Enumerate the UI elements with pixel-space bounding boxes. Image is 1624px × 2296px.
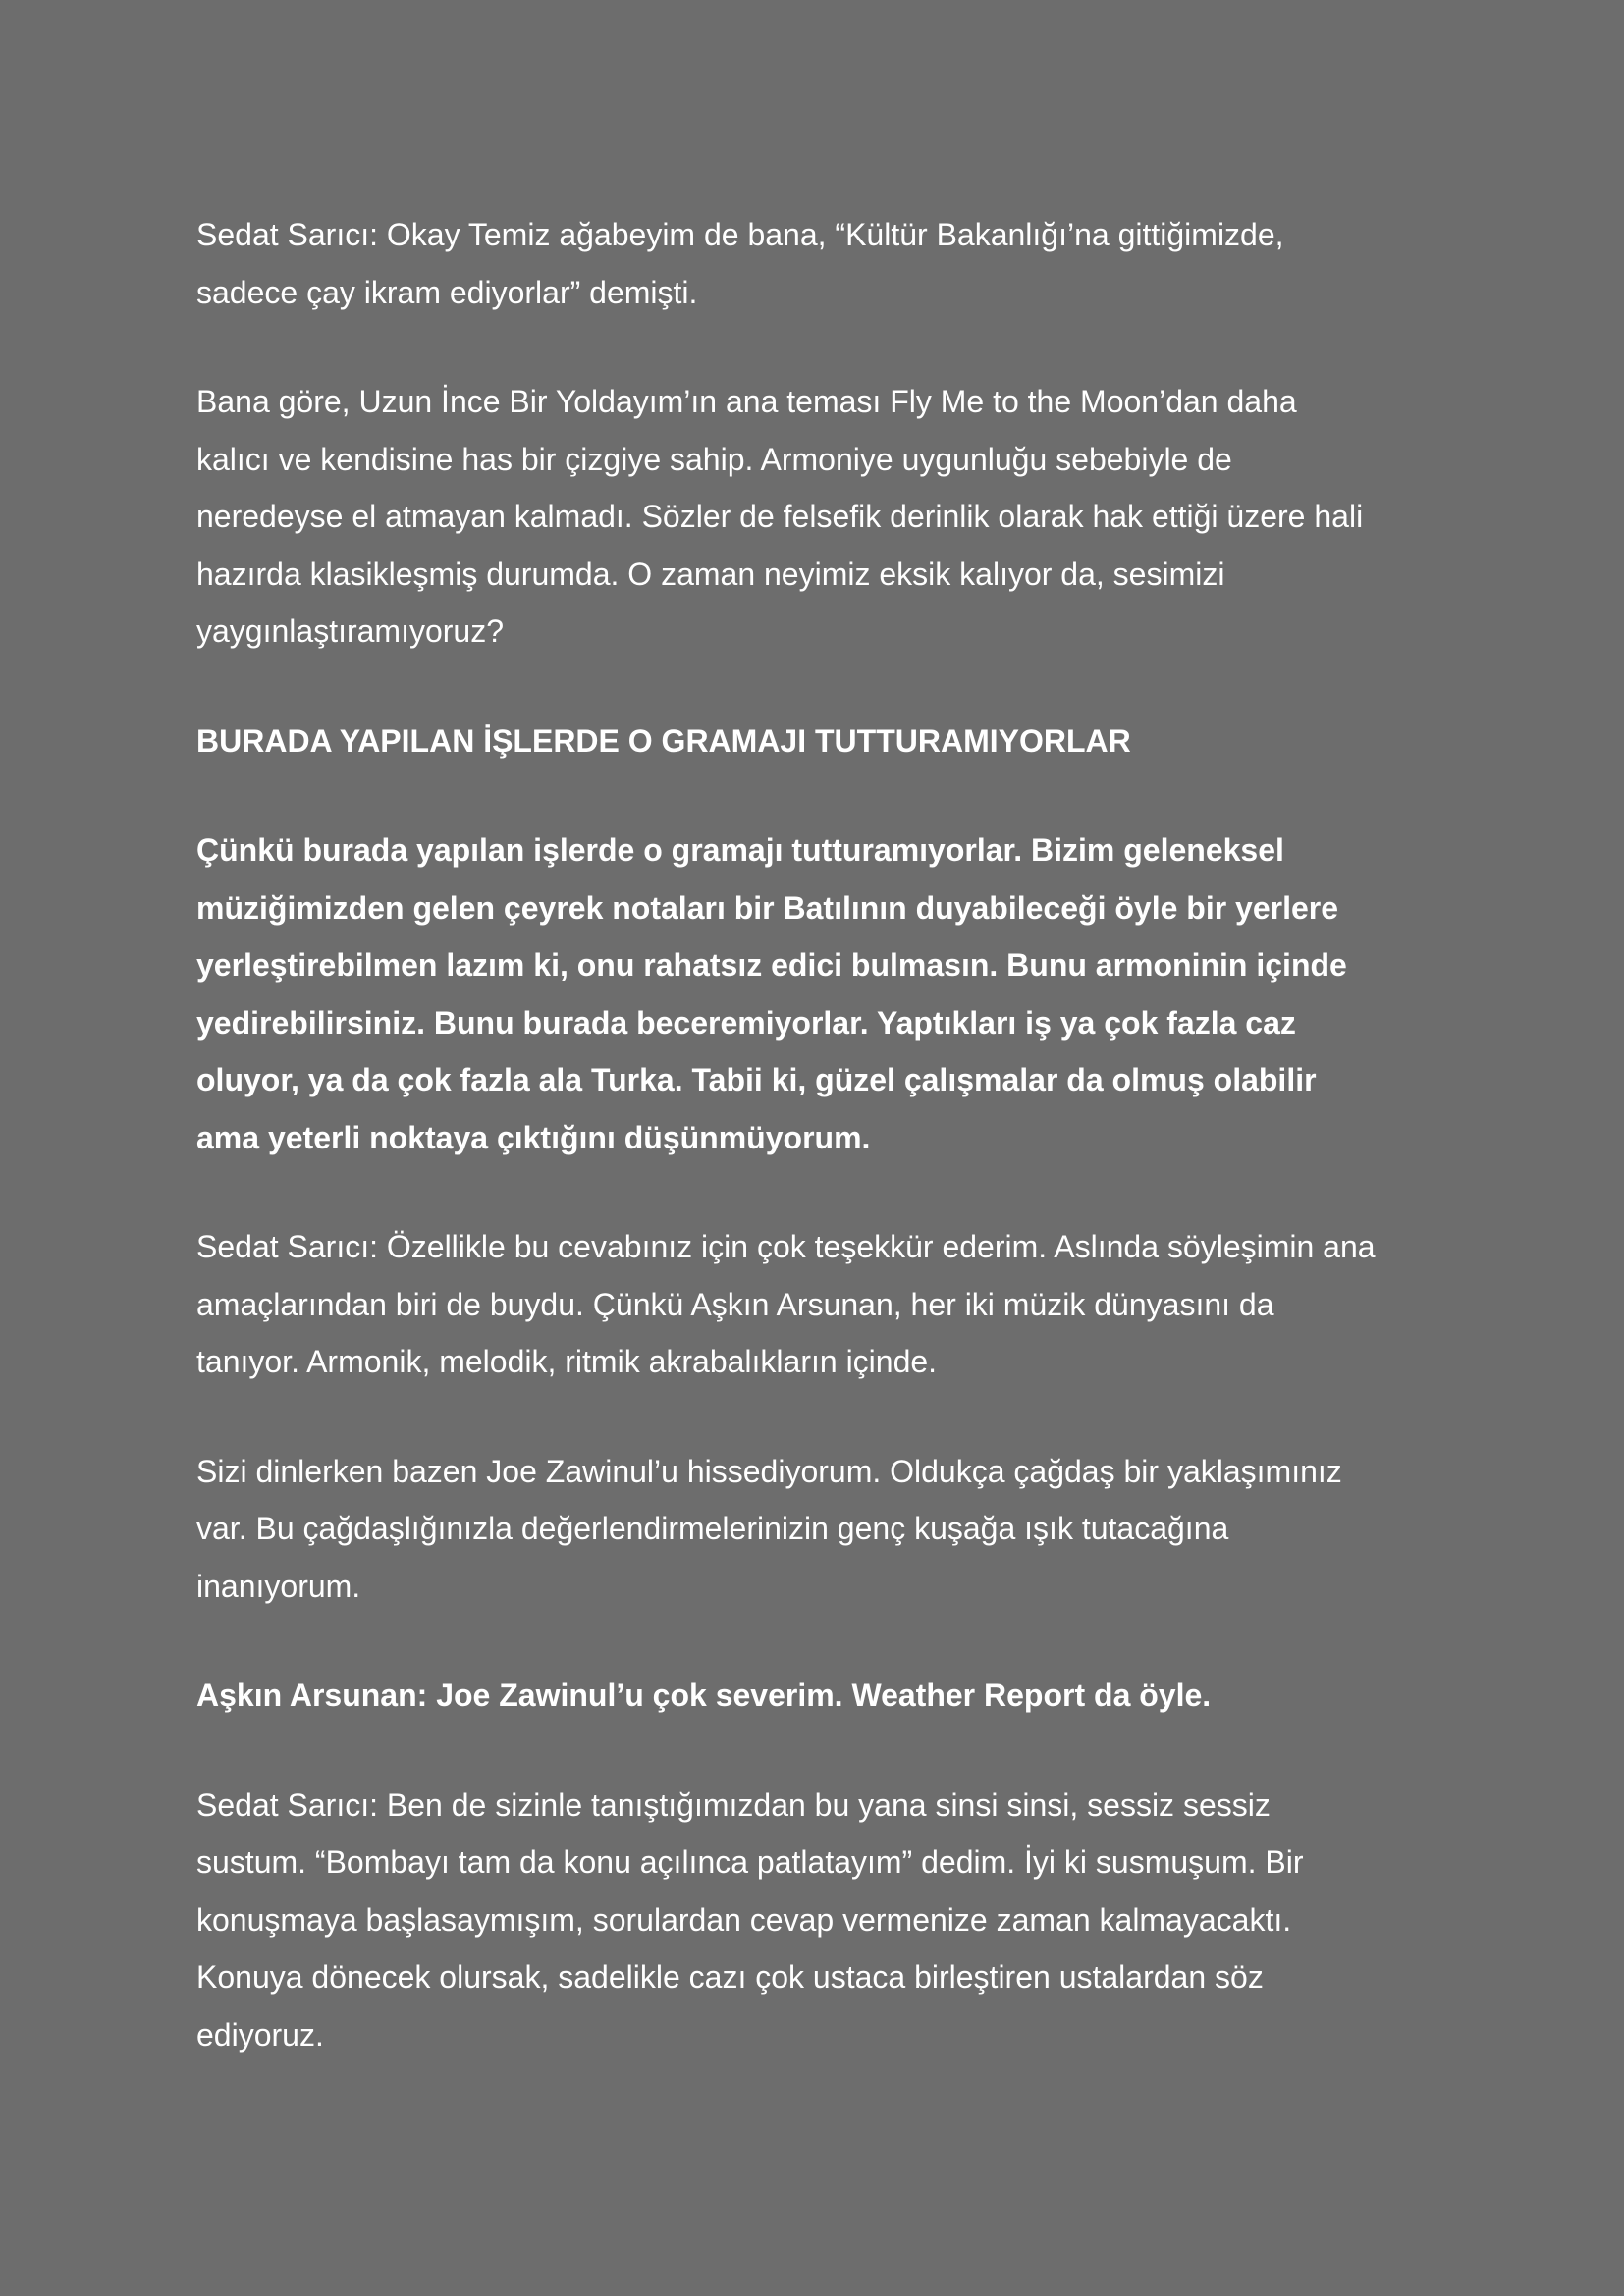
paragraph-sedat-kultur-bakanligi bbox=[196, 206, 1443, 321]
text-line: inanıyorum. bbox=[196, 1568, 361, 1604]
text-line: var. Bu çağdaşlığınızla değerlendirmelerinizin genç kuşağa ışık tutacağına bbox=[196, 1511, 1229, 1546]
text-line: neredeyse el atmayan kalmadı. Sözler de felsefik derinlik olarak hak ettiği üzere hali bbox=[196, 499, 1364, 534]
text-line: ama yeterli noktaya çıktığını düşünmüyorum. bbox=[196, 1119, 871, 1155]
text-line: Çünkü burada yapılan işlerde o gramajı tutturamıyorlar. Bizim geleneksel bbox=[196, 832, 1284, 868]
text-line: yerleştirebilmen lazım ki, onu rahatsız edici bulmasın. Bunu armoninin içinde bbox=[196, 947, 1347, 983]
text-line: Sedat Sarıcı: Özellikle bu cevabınız için çok teşekkür ederim. Aslında söyleşimin ana bbox=[196, 1229, 1376, 1264]
article-body bbox=[196, 206, 1443, 2115]
text-line: Sedat Sarıcı: Okay Temiz ağabeyim de bana, “Kültür Bakanlığı’na gittiğimizde, bbox=[196, 217, 1284, 252]
text-line: hazırda klasikleşmiş durumda. O zaman neyimiz eksik kalıyor da, sesimizi bbox=[196, 556, 1225, 592]
paragraph-uzun-ince-bir-yol bbox=[196, 373, 1443, 661]
text-line: ediyoruz. bbox=[196, 2016, 324, 2053]
text-line: müziğimizden gelen çeyrek notaları bir Batılının duyabileceği öyle bir yerlere bbox=[196, 889, 1339, 926]
paragraph-askin-gramaj bbox=[196, 822, 1443, 1166]
text-line: sustum. “Bombayı tam da konu açılınca patlatayım” dedim. İyi ki susmuşum. Bir bbox=[196, 1844, 1304, 1880]
text-line: sadece çay ikram ediyorlar” demişti. bbox=[196, 274, 698, 310]
paragraph-askin-weather-report bbox=[196, 1667, 1443, 1725]
section-heading bbox=[196, 713, 1443, 771]
text-line: konuşmaya başlasaymışım, sorulardan cevap vermenize zaman kalmayacaktı. bbox=[196, 1901, 1292, 1938]
text-line: Bana göre, Uzun İnce Bir Yoldayım’ın ana teması Fly Me to the Moon’dan daha bbox=[196, 384, 1297, 419]
text-line: amaçlarından biri de buydu. Çünkü Aşkın Arsunan, her iki müzik dünyasını da bbox=[196, 1286, 1274, 1322]
paragraph-joe-zawinul bbox=[196, 1443, 1443, 1616]
text-line: Aşkın Arsunan: Joe Zawinul’u çok severim. Weather Report da öyle. bbox=[196, 1678, 1212, 1713]
text-line: tanıyor. Armonik, melodik, ritmik akrabalıkların içinde. bbox=[196, 1344, 938, 1379]
text-line: Sizi dinlerken bazen Joe Zawinul’u hissediyorum. Oldukça çağdaş bir yaklaşımınız bbox=[196, 1453, 1342, 1489]
paragraph-sedat-bomba bbox=[196, 1777, 1443, 2064]
text-line: kalıcı ve kendisine has bir çizgiye sahip. Armoniye uygunluğu sebebiyle de bbox=[196, 441, 1232, 477]
heading-text: BURADA YAPILAN İŞLERDE O GRAMAJI TUTTURAMIYORLAR bbox=[196, 722, 1131, 759]
text-line: oluyor, ya da çok fazla ala Turka. Tabii ki, güzel çalışmalar da olmuş olabilir bbox=[196, 1062, 1317, 1097]
paragraph-sedat-tesekkur bbox=[196, 1218, 1443, 1391]
text-line: yaygınlaştıramıyoruz? bbox=[196, 614, 505, 649]
text-line: Konuya dönecek olursak, sadelikle cazı çok ustaca birleştiren ustalardan söz bbox=[196, 1959, 1264, 1995]
text-line: Sedat Sarıcı: Ben de sizinle tanıştığımızdan bu yana sinsi sinsi, sessiz sessiz bbox=[196, 1787, 1271, 1823]
text-line: yedirebilirsiniz. Bunu burada beceremiyorlar. Yaptıkları iş ya çok fazla caz bbox=[196, 1004, 1296, 1041]
